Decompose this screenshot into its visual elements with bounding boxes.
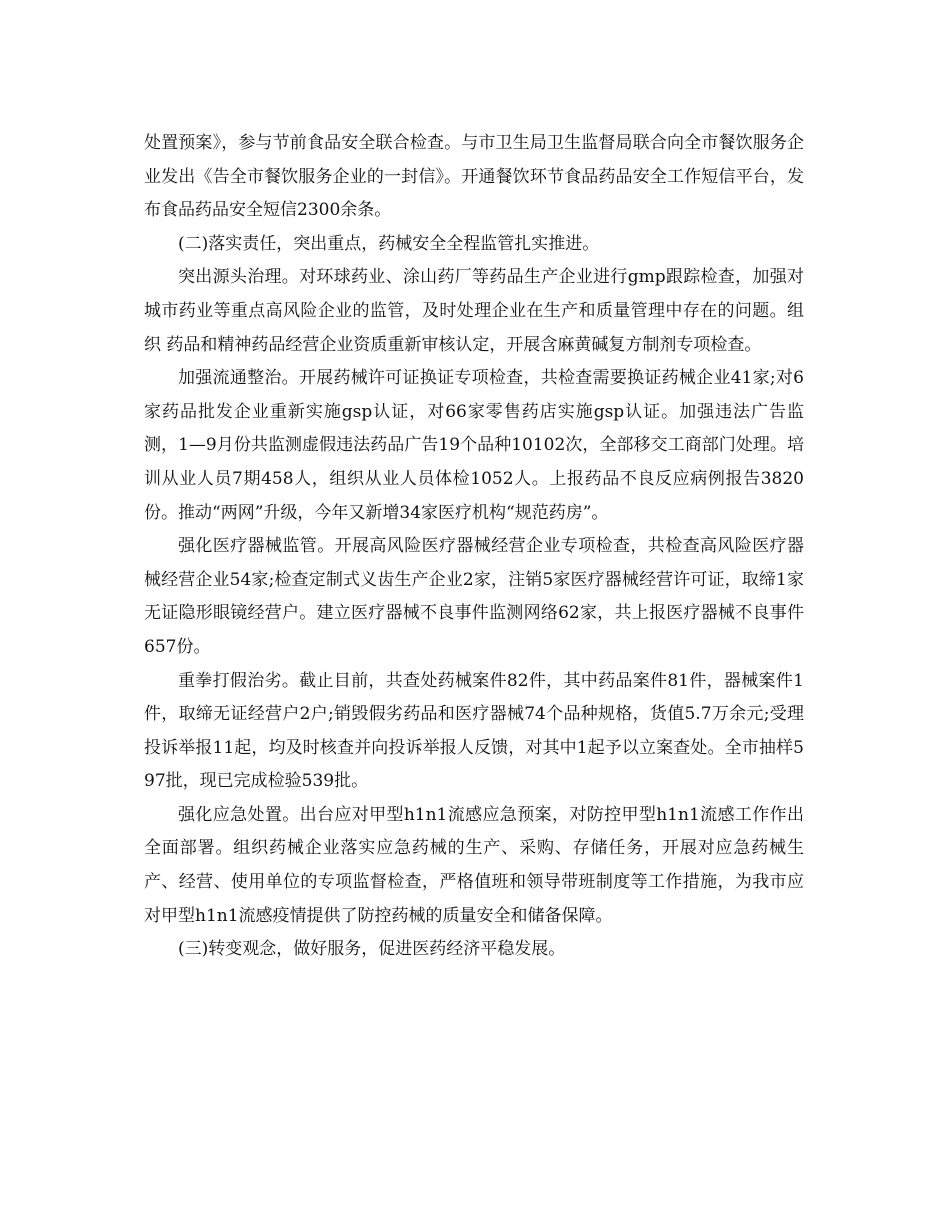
paragraph-source-control: 突出源头治理。对环球药业、涂山药厂等药品生产企业进行gmp跟踪检查，加强对城市药业等重点高风险企业的监管，及时处理企业在生产和质量管理中存在的问题。组织 药品和精神药品经营企业资质重新审核认定，开展含麻黄碱复方制剂专项检查。 [144,267,804,355]
paragraph-emergency: 强化应急处置。出台应对甲型h1n1流感应急预案，对防控甲型h1n1流感工作作出全面部署。组织药械企业落实应急药械的生产、采购、存储任务，开展对应急药械生产、经营、使用单位的专项监督检查，严格值班和领导带班制度等工作措施，为我市应对甲型h1n1流感疫情提供了防控药械的质量安全和储备保障。 [144,804,804,926]
section-heading-3: (三)转变观念，做好服务，促进医药经济平稳发展。 [178,939,566,960]
paragraph-anti-counterfeit: 重拳打假治劣。截止目前，共查处药械案件82件，其中药品案件81件，器械案件1件，取缔无证经营户2户;销毁假劣药品和医疗器械74个品种规格，货值5.7万余元;受理投诉举报11起，均及时核查并向投诉举报人反馈，对其中1起予以立案查处。全市抽样597批，现已完成检验539批。 [144,670,804,792]
paragraph-medical-devices: 强化医疗器械监管。开展高风险医疗器械经营企业专项检查，共检查高风险医疗器械经营企业54家;检查定制式义齿生产企业2家，注销5家医疗器械经营许可证，取缔1家无证隐形眼镜经营户。建立医疗器械不良事件监测网络62家，共上报医疗器械不良事件657份。 [144,536,804,657]
paragraph-1: 处置预案》，参与节前食品安全联合检查。与市卫生局卫生监督局联合向全市餐饮服务企业发出《告全市餐饮服务企业的一封信》。开通餐饮环节食品药品安全工作短信平台，发布食品药品安全短信2300余条。 [144,133,804,221]
paragraph-circulation: 加强流通整治。开展药械许可证换证专项检查，共检查需要换证药械企业41家;对6家药品批发企业重新实施gsp认证，对66家零售药店实施gsp认证。加强违法广告监测，1—9月份共监测虚假违法药品广告19个品种10102次，全部移交工商部门处理。培训从业人员7期458人，组织从业人员体检1052人。上报药品不良反应病例报告3820份。推动“两网”升级，今年又新增34家医疗机构“规范药房”。 [144,368,804,523]
section-heading-2: (二)落实责任，突出重点，药械安全全程监管扎实推进。 [178,233,600,254]
document-body [144,127,804,967]
